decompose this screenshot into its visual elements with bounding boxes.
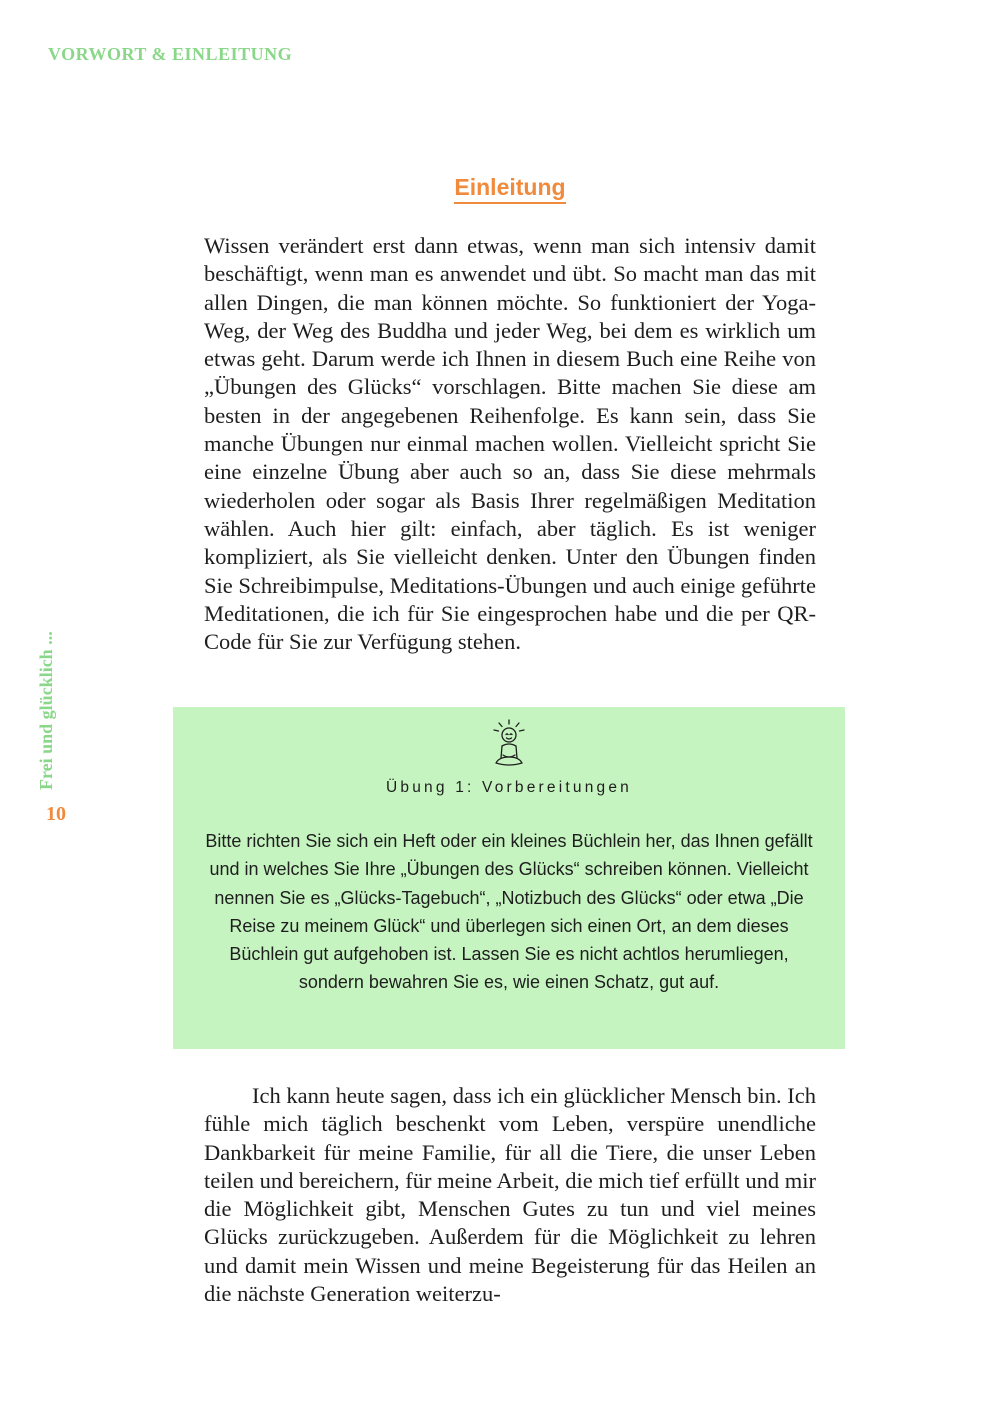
closing-paragraph: Ich kann heute sagen, dass ich ein glücklicher Mensch bin. Ich fühle mich täglich beschenkt vom Leben, verspüre unendliche Dankbarkeit für meine Familie, für all die Tiere, die unser Leben teilen und bereichern, für meine Arbeit, die mich tief erfüllt und mir die Möglichkeit gibt, Menschen Gutes zu tun und viel meines Glücks zurückzugeben. Außerdem für die Möglichkeit zu lehren und damit mein Wissen und meine Begeisterung für das Heilen an die nächste Generation weiterzu- bbox=[204, 1083, 816, 1307]
exercise-text: Bitte richten Sie sich ein Heft oder ein kleines Büchlein her, das Ihnen gefällt und in welches Sie Ihre „Übungen des Glücks“ schreiben können. Vielleicht nennen Sie es „Glücks-Tagebuch“, „Notizbuch des Glücks“ oder etwa „Die Reise zu meinem Glück“ und überlegen sich einen Ort, an dem dieses Büchlein gut aufgehoben ist. Lassen Sie es nicht achtlos herumliegen, sondern bewahren Sie es, wie einen Schatz, gut auf. bbox=[205, 831, 813, 993]
exercise-title: Übung 1: Vorbereitungen bbox=[386, 779, 632, 796]
section-heading-text: Einleitung bbox=[454, 174, 565, 204]
intro-paragraph: Wissen verändert erst dann etwas, wenn man sich intensiv damit beschäftigt, wenn man es anwendet und übt. So macht man das mit allen Dingen, die man können möchte. So funktioniert der Yoga-Weg, der Weg des Buddha und jeder Weg, bei dem es wirklich um etwas geht. Darum werde ich Ihnen in diesem Buch eine Reihe von „Übungen des Glücks“ vorschlagen. Bitte machen Sie diese am besten in der angegebenen Reihenfolge. Es kann sein, dass Sie manche Übungen nur einmal machen wollen. Vielleicht spricht Sie eine einzelne Übung aber auch so an, dass Sie diese mehrmals wiederholen oder sogar als Basis Ihrer regelmäßigen Meditation wählen. Auch hier gilt: einfach, aber täglich. Es ist weniger kompliziert, als Sie vielleicht denken. Unter den Übungen finden Sie Schreibimpulse, Meditations-Übungen und auch einige geführte Meditationen, die ich für Sie eingesprochen habe und die per QR-Code für Sie zur Verfügung stehen. bbox=[204, 233, 816, 655]
section-heading bbox=[0, 174, 1000, 201]
page-number: 10 bbox=[46, 803, 66, 825]
running-header: VORWORT & EINLEITUNG bbox=[48, 44, 293, 64]
side-book-title: Frei und glücklich ... bbox=[36, 631, 56, 790]
meditating-person-icon bbox=[491, 719, 527, 769]
exercise-box bbox=[173, 707, 845, 1049]
